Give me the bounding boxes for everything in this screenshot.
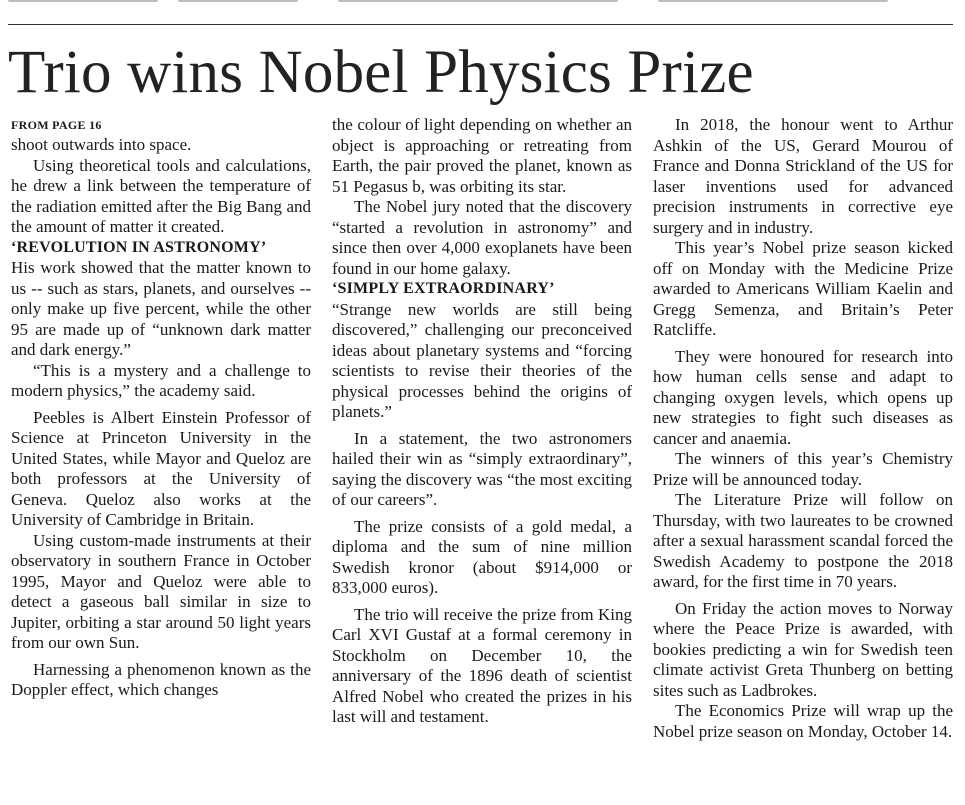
paragraph: the colour of light depending on whether an object is approaching or retreating from Earth, the pair proved the planet, known as 51 Pegasus b, was orbiting its star. xyxy=(332,115,632,196)
paragraph: The winners of this year’s Chemistry Prize will be announced today. xyxy=(653,449,953,489)
kicker-from-page: FROM PAGE 16 xyxy=(11,118,102,132)
paragraph: His work showed that the matter known to us -- such as stars, planets, and ourselves -- only make up five percent, while the other 95 are made up of “unknown dark matter and dark energy.” xyxy=(11,258,311,359)
article-column-2 xyxy=(332,115,632,728)
paragraph: Using theoretical tools and calculations, he drew a link between the temperature of the radiation emitted after the Big Bang and the amount of matter it created. xyxy=(11,155,311,236)
paragraph: In a statement, the two astronomers hailed their win as “simply extraordinary”, saying the discovery was “the most exciting of our careers”. xyxy=(332,428,632,509)
paragraph: shoot outwards into space. xyxy=(11,135,192,154)
subhead-revolution: ‘REVOLUTION IN ASTRONOMY’ xyxy=(11,238,267,256)
paragraph: “Strange new worlds are still being discovered,” challenging our preconceived ideas about planetary systems and “forcing scientists to revise their theories of the physical processes behind the origins of planets.” xyxy=(332,299,632,421)
article-column-3 xyxy=(653,115,953,742)
paragraph: “This is a mystery and a challenge to modern physics,” the academy said. xyxy=(11,360,311,400)
paragraph: The Nobel jury noted that the discovery “started a revolution in astronomy” and since then over 4,000 exoplanets have been found in our home galaxy. xyxy=(332,197,632,278)
paragraph: In 2018, the honour went to Arthur Ashkin of the US, Gerard Mourou of France and Donna Strickland of the US for laser inventions used for advanced precision instruments in corrective eye surgery and in industry. xyxy=(653,115,953,237)
paragraph: The prize consists of a gold medal, a diploma and the sum of nine million Swedish kronor (about $914,000 or 833,000 euros). xyxy=(332,516,632,597)
paragraph: On Friday the action moves to Norway where the Peace Prize is awarded, with bookies predicting a win for Swedish teen climate activist Greta Thunberg on betting sites such as Ladbrokes. xyxy=(653,598,953,700)
paragraph: Harnessing a phenomenon known as the Doppler effect, which changes xyxy=(11,659,311,699)
paragraph: The Economics Prize will wrap up the Nobel prize season on Monday, October 14. xyxy=(653,701,953,741)
paragraph: The Literature Prize will follow on Thursday, with two laureates to be crowned after a sexual harassment scandal forced the Swedish Academy to postpone the 2018 award, for the first time in 70 years. xyxy=(653,490,953,591)
top-rule xyxy=(8,24,953,25)
cropped-previous-text xyxy=(8,0,953,6)
paragraph: The trio will receive the prize from King Carl XVI Gustaf at a formal ceremony in Stockholm on December 10, the anniversary of the 1896 death of scientist Alfred Nobel who created the prizes in his last will and testament. xyxy=(332,604,632,726)
paragraph: Using custom-made instruments at their observatory in southern France in October 1995, Mayor and Queloz were able to detect a gaseous ball similar in size to Jupiter, orbiting a star around 50 light years from our own Sun. xyxy=(11,530,311,652)
paragraph: Peebles is Albert Einstein Professor of Science at Princeton University in the United States, while Mayor and Queloz are both professors at the University of Geneva. Queloz also works at the University of Cambridge in Britain. xyxy=(11,407,311,529)
subhead-extraordinary: ‘SIMPLY EXTRAORDINARY’ xyxy=(332,280,555,297)
paragraph: They were honoured for research into how human cells sense and adapt to changing oxygen levels, which opens up new strategies to fight such diseases as cancer and anaemia. xyxy=(653,346,953,448)
paragraph: This year’s Nobel prize season kicked off on Monday with the Medicine Prize awarded to Americans William Kaelin and Gregg Semenza, and Britain’s Peter Ratcliffe. xyxy=(653,238,953,339)
article-column-1 xyxy=(11,115,311,701)
headline: Trio wins Nobel Physics Prize xyxy=(8,39,754,106)
